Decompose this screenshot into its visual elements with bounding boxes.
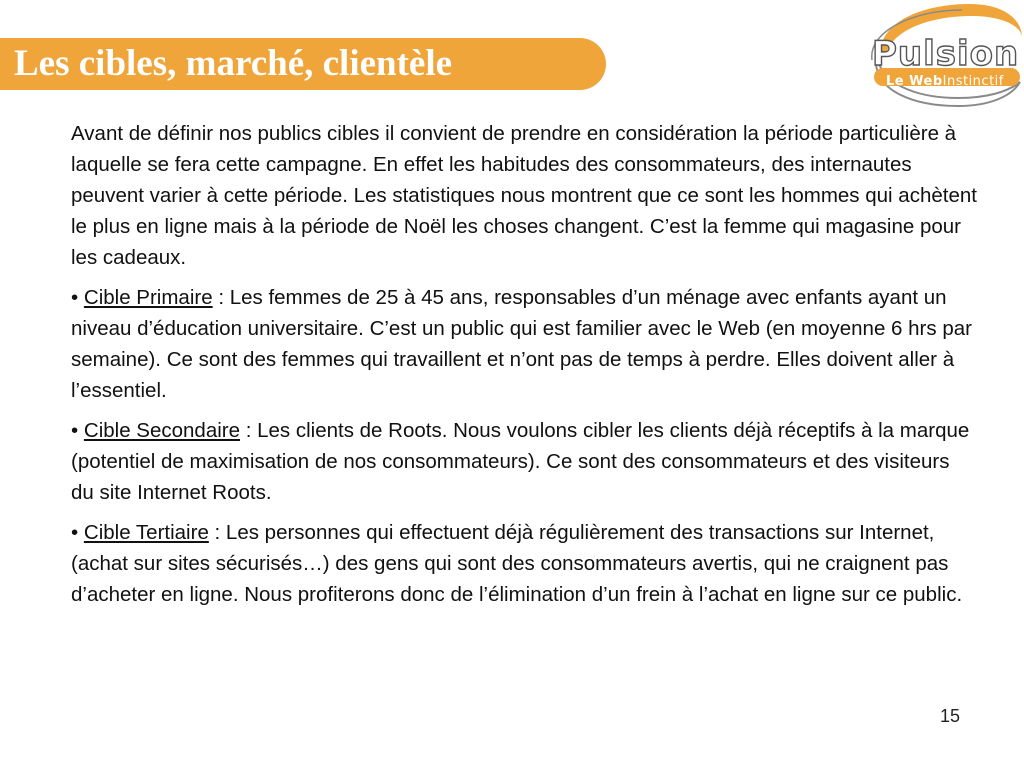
bullet-primaire: [71, 282, 977, 406]
bullet-secondaire: [71, 415, 977, 508]
slide-body: [71, 118, 977, 619]
bullet-marker: •: [71, 419, 79, 442]
logo-wordmark: Pulsion: [872, 34, 1020, 74]
cible-primaire-text: : Les femmes de 25 à 45 ans, responsables d’un ménage avec enfants ayant un niveau d’éducation universitaire. C’est un public qui est familier avec le Web (en moyenne 6 hrs par semaine). Ce sont des femmes qui travaillent et n’ont pas de temps à perdre. Elles doivent aller à l’essentiel.: [71, 286, 972, 402]
bullet-marker: •: [71, 286, 79, 309]
bullet-marker: •: [71, 521, 79, 544]
title-bar: [0, 38, 606, 90]
intro-paragraph: Avant de définir nos publics cibles il convient de prendre en considération la période particulière à laquelle se fera cette campagne. En effet les habitudes des consommateurs, des internautes peuvent varier à cette période. Les statistiques nous montrent que ce sont les hommes qui achètent le plus en ligne mais à la période de Noël les choses changent. C’est la femme qui magasine pour les cadeaux.: [71, 122, 977, 269]
cible-secondaire-label: Cible Secondaire: [83, 419, 241, 442]
logo-tagline-bold: Le Web: [886, 74, 943, 89]
cible-tertiaire-text: : Les personnes qui effectuent déjà régulièrement des transactions sur Internet, (achat sur sites sécurisés…) des gens qui sont des consommateurs avertis, qui ne craignent pas d’acheter en ligne. Nous profiterons donc de l’élimination d’un frein à l’achat en ligne sur ce public.: [71, 521, 963, 606]
cible-secondaire-text: : Les clients de Roots. Nous voulons cibler les clients déjà réceptifs à la marque (potentiel de maximisation de nos consommateurs). Ce sont des consommateurs et des visiteurs du site Internet Roots.: [71, 419, 970, 504]
cible-tertiaire-label: Cible Tertiaire: [83, 521, 209, 544]
pulsion-logo: [862, 2, 1024, 110]
slide-title: Les cibles, marché, clientèle: [14, 43, 453, 84]
bullet-tertiaire: [71, 517, 977, 610]
page-number: 15: [940, 706, 961, 726]
logo-tagline-rest: Instinctif: [942, 74, 1004, 89]
cible-primaire-label: Cible Primaire: [83, 286, 213, 309]
logo-tagline: [886, 74, 1004, 89]
